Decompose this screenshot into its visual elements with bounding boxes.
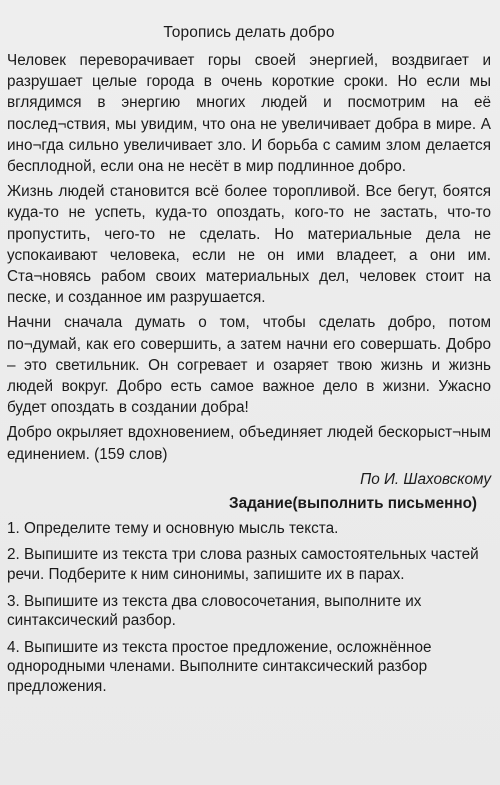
text-paragraph-3: Начни сначала думать о том, чтобы сделать добро, потом по¬думай, как его совершить, а затем начни его совершать. Добро – это светильник. Он согревает и озаряет твою жизнь и жизнь людей вокруг. Добро есть самое важное дело в жизни. Ужасно будет опоздать в создании добра!: [7, 314, 491, 417]
task-item-4: 4. Выпишите из текста простое предложение, осложнённое однородными членами. Выполните синтаксический разбор предложения.: [7, 638, 432, 696]
author-attribution: По И. Шаховскому: [360, 470, 491, 488]
task-heading: Задание(выполнить письменно): [229, 494, 478, 512]
text-paragraph-2: Жизнь людей становится всё более торопливой. Все бегут, боятся куда-то не успеть, куда-то опоздать, кого-то не застать, что-то пропустить, чего-то не сделать. Но материальные дела не успокаивают человека, если не он ими владеет, а они им. Ста¬новясь рабом своих материальных дел, человек стоит на песке, и созданное им разрушается.: [7, 183, 491, 307]
text-paragraph-1: Человек переворачивает горы своей энергией, воздвигает и разрушает целые города в очень короткие сроки. Но если мы вглядимся в энергию многих людей и посмотрим на её послед¬ствия, мы увидим, что она не увеличивает добра в мире. А ино¬гда сильно увеличивает зло. И борьба с самим злом делается бесплодной, если она не несёт в мир подлинное добро.: [7, 52, 491, 176]
task-item-2: 2. Выпишите из текста три слова разных самостоятельных частей речи. Подберите к ним синонимы, запишите их в парах.: [7, 546, 479, 584]
task-item-3: 3. Выпишите из текста два словосочетания, выполните их синтаксический разбор.: [7, 592, 422, 630]
task-item-1: 1. Определите тему и основную мысль текста.: [7, 519, 339, 537]
text-paragraph-4: Добро окрыляет вдохновением, объединяет людей бескорыст¬ным единением. (159 слов): [7, 424, 491, 463]
document-title: Торопись делать добро: [163, 24, 335, 41]
